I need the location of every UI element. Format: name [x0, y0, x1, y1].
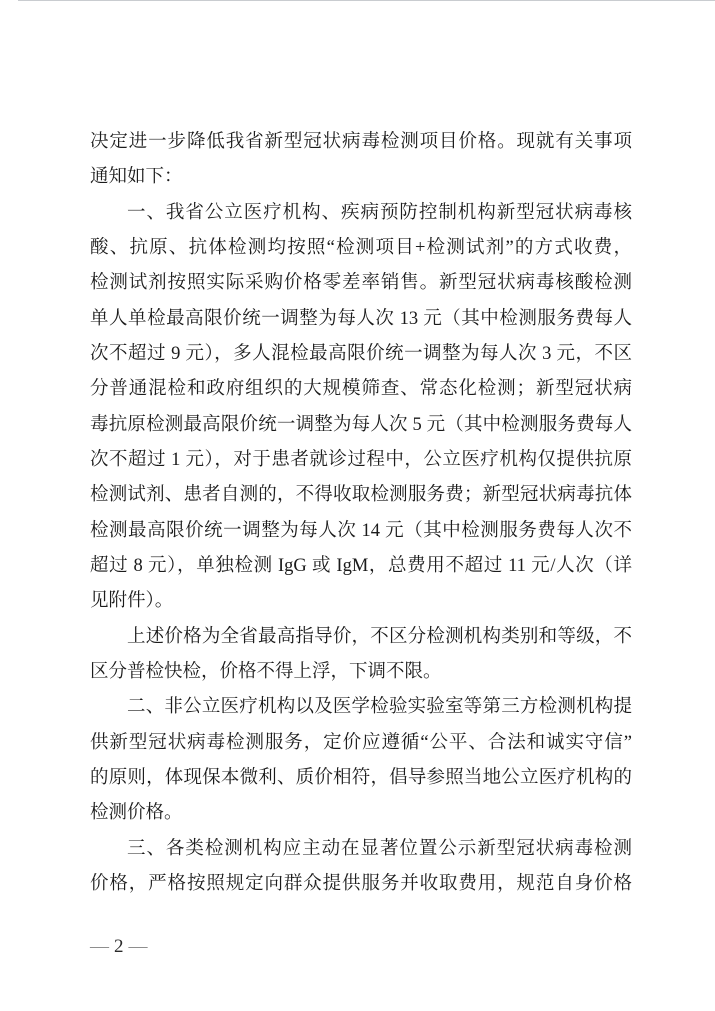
- page-top-edge-line: [18, 0, 715, 1]
- text-line: 超过 8 元），单独检测 IgG 或 IgM，总费用不超过 11 元/人次（详: [90, 555, 632, 576]
- text-line: 酸、抗原、抗体检测均按照“检测项目+检测试剂”的方式收费，: [90, 237, 632, 258]
- text-line: 检测最高限价统一调整为每人次 14 元（其中检测服务费每人次不: [90, 520, 632, 541]
- text-line: 三、各类检测机构应主动在显著位置公示新型冠状病毒检测: [127, 838, 632, 859]
- text-line: 二、非公立医疗机构以及医学检验实验室等第三方检测机构提: [127, 697, 632, 718]
- text-line: 通知如下：: [90, 167, 183, 188]
- text-line: 次不超过 1 元），对于患者就诊过程中，公立医疗机构仅提供抗原: [90, 449, 632, 470]
- text-line: 次不超过 9 元），多人混检最高限价统一调整为每人次 3 元，不区: [90, 343, 632, 364]
- text-line: 毒抗原检测最高限价统一调整为每人次 5 元（其中检测服务费每人: [90, 414, 632, 435]
- text-line: 单人单检最高限价统一调整为每人次 13 元（其中检测服务费每人: [90, 308, 632, 329]
- page-footer: [90, 936, 149, 958]
- page-number: 2: [114, 936, 125, 957]
- document-body: [90, 125, 632, 902]
- footer-dash-right: —: [128, 936, 149, 957]
- text-line: 检测价格。: [90, 803, 183, 824]
- text-line: 上述价格为全省最高指导价，不区分检测机构类别和等级，不: [127, 626, 632, 647]
- footer-dash-left: —: [90, 936, 110, 957]
- text-line: 决定进一步降低我省新型冠状病毒检测项目价格。现就有关事项: [90, 132, 632, 152]
- text-line: 见附件）。: [90, 591, 174, 612]
- text-line: 价格，严格按照规定向群众提供服务并收取费用，规范自身价格: [90, 873, 632, 894]
- text-line: 区分普检快检，价格不得上浮，下调不限。: [90, 661, 442, 682]
- text-line: 分普通混检和政府组织的大规模筛查、常态化检测；新型冠状病: [90, 379, 632, 400]
- text-line: 检测试剂按照实际采购价格零差率销售。新型冠状病毒核酸检测: [90, 273, 632, 294]
- text-line: 的原则，体现保本微利、质价相符，倡导参照当地公立医疗机构的: [90, 767, 632, 788]
- text-line: 供新型冠状病毒检测服务，定价应遵循“公平、合法和诚实守信”: [90, 732, 632, 753]
- text-line: 检测试剂、患者自测的，不得收取检测服务费；新型冠状病毒抗体: [90, 485, 632, 506]
- text-line: 一、我省公立医疗机构、疾病预防控制机构新型冠状病毒核: [127, 202, 632, 223]
